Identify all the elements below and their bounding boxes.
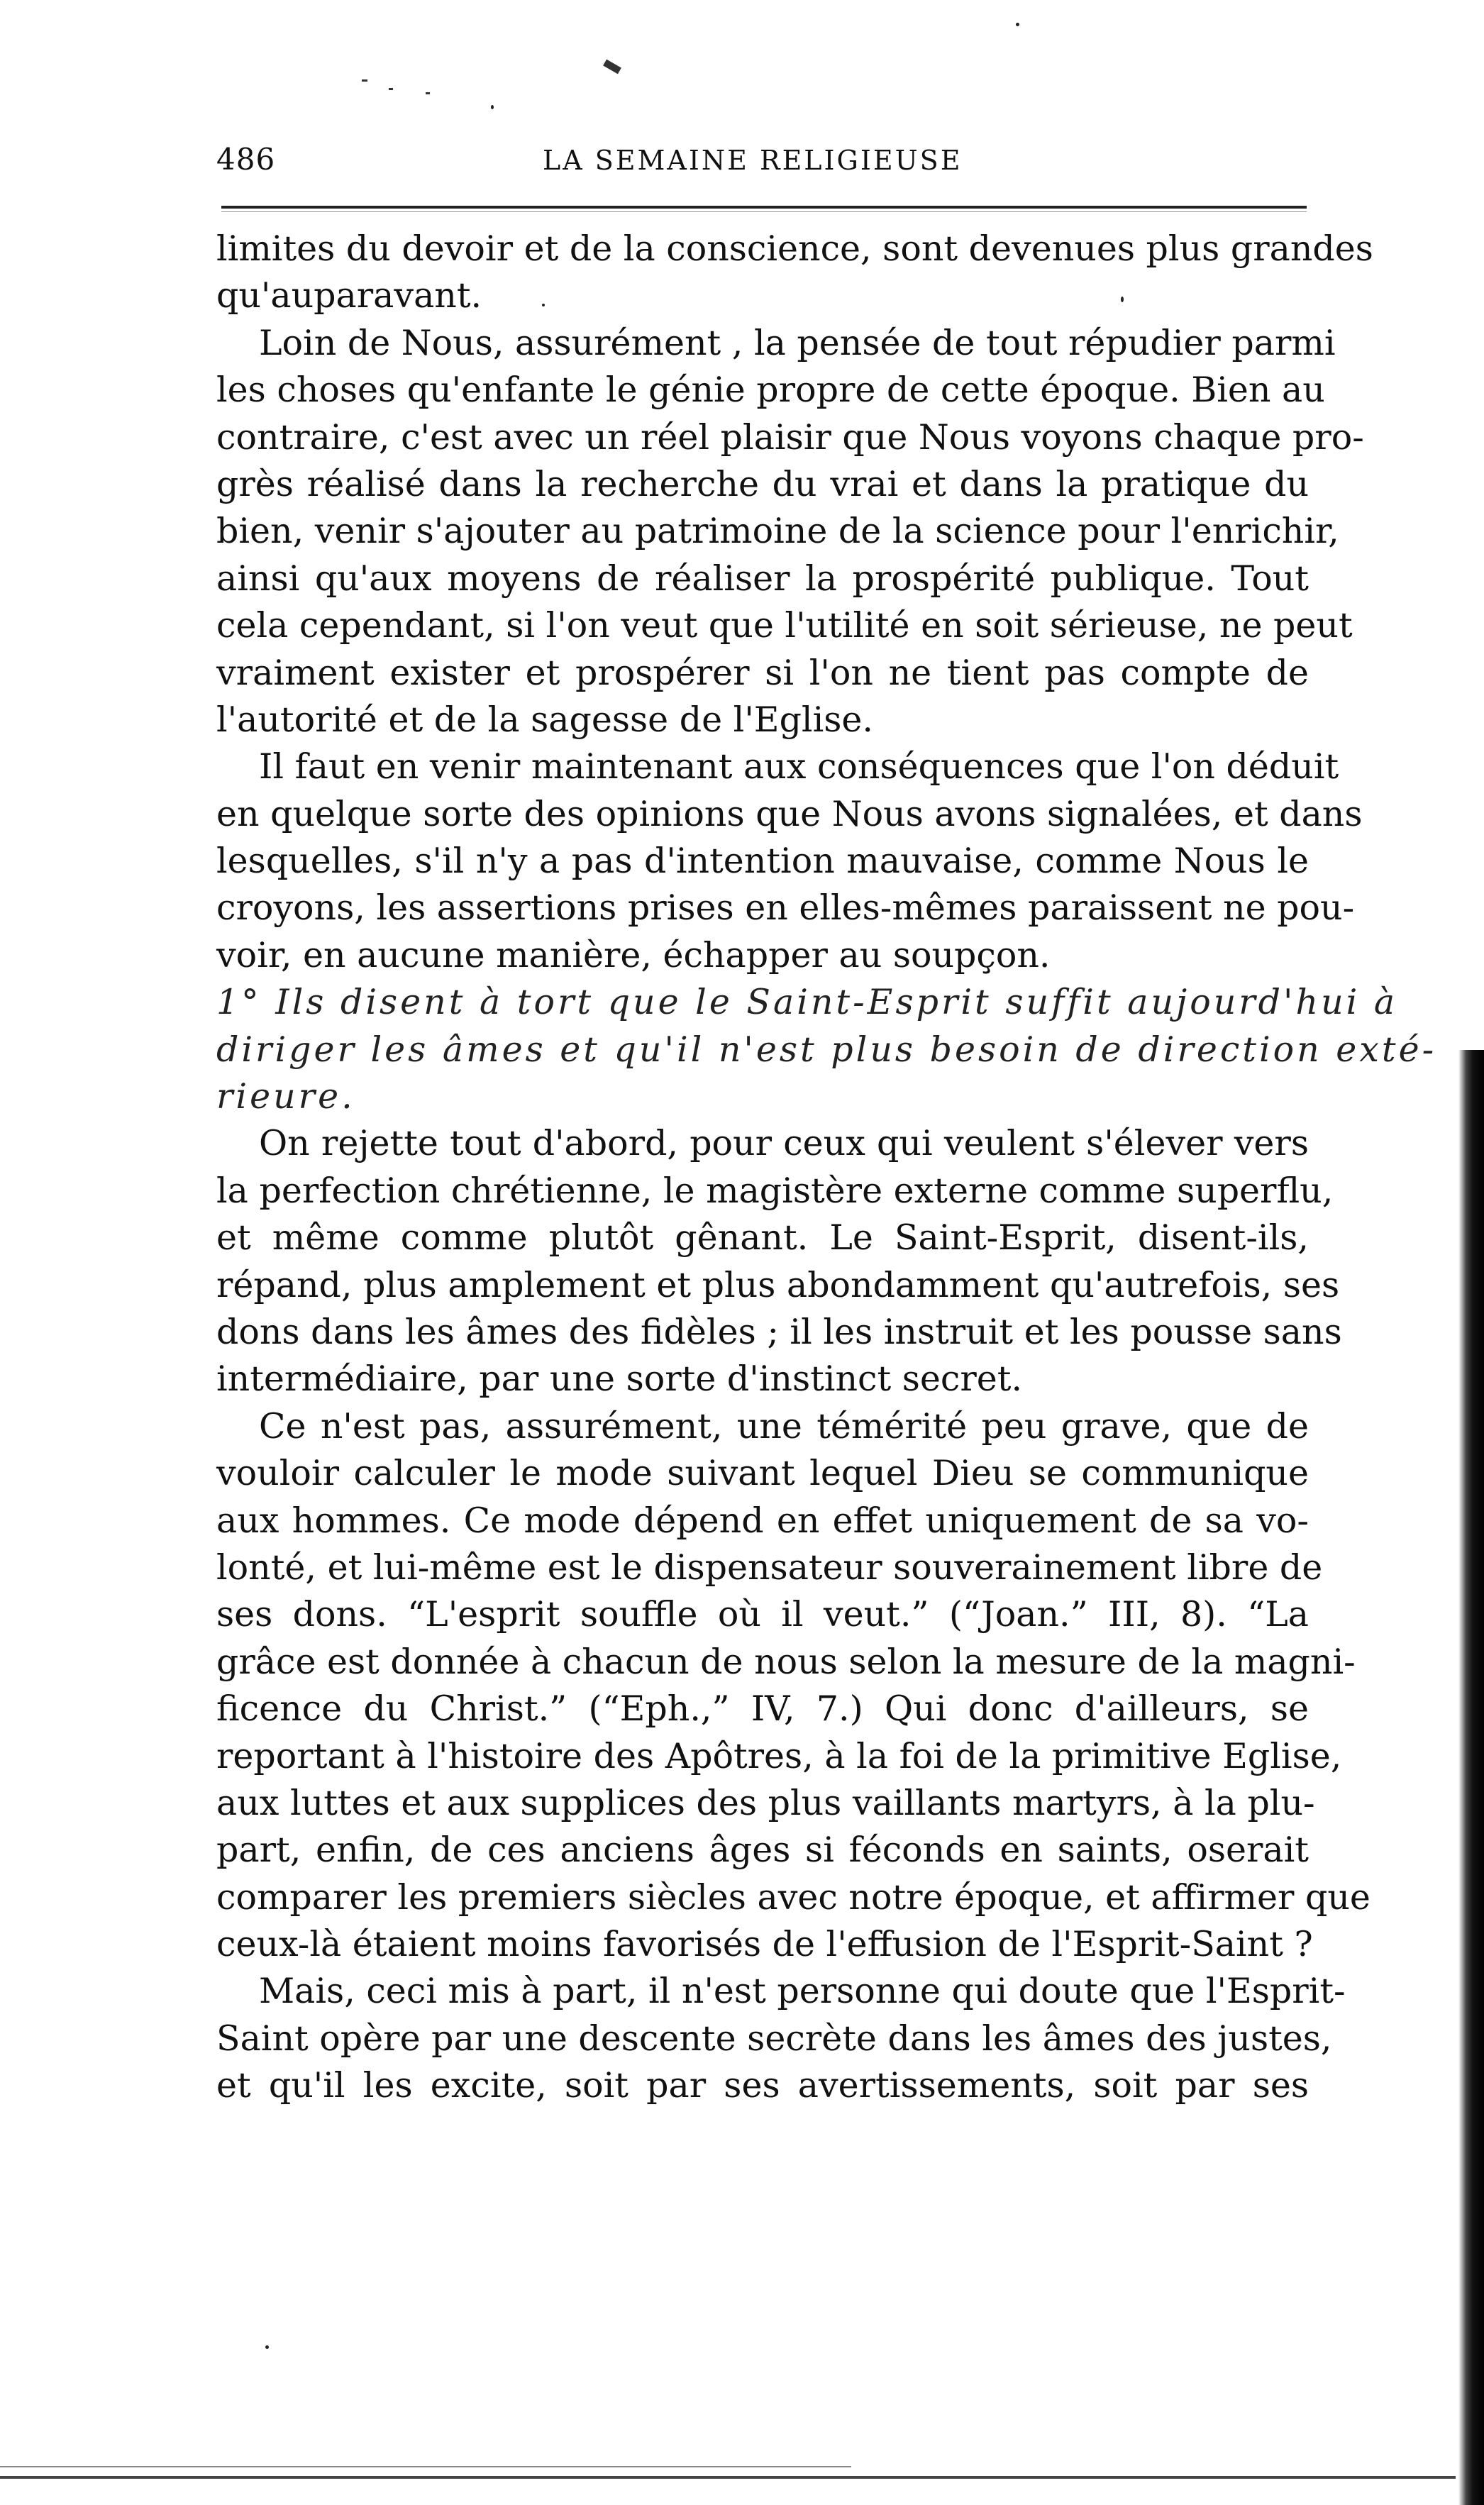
text-line: aux hommes. Ce mode dépend en effet uniquement de sa vo- <box>216 1500 1309 1541</box>
scan-mark <box>603 60 621 74</box>
paragraph <box>216 226 1373 320</box>
text-line: ceux-là étaient moins favorisés de l'effusion de l'Esprit-Saint ? <box>216 1924 1313 1965</box>
scan-bottom-edge <box>0 2476 1456 2479</box>
text-line: répand, plus amplement et plus abondamment qu'autrefois, ses <box>216 1264 1340 1305</box>
text-line: et même comme plutôt gênant. Le Saint-Esprit, disent-ils, <box>216 1217 1309 1259</box>
text-line: Loin de Nous, assurément , la pensée de tout répudier parmi <box>259 322 1336 363</box>
text-line: On rejette tout d'abord, pour ceux qui veulent s'élever vers <box>259 1123 1309 1164</box>
text-line: ses dons. “L'esprit souffle où il veut.” (“Joan.” III, 8). “La <box>216 1594 1309 1635</box>
scan-speck <box>491 105 494 109</box>
text-line: Il faut en venir maintenant aux conséquences que l'on déduit <box>259 746 1339 787</box>
text-line: ficence du Christ.” (“Eph.,” IV, 7.) Qui donc d'ailleurs, se <box>216 1688 1309 1730</box>
text-line: Mais, ceci mis à part, il n'est personne qui doute que l'Esprit- <box>259 1971 1346 2012</box>
text-line: ainsi qu'aux moyens de réaliser la prospérité publique. Tout <box>216 558 1309 599</box>
heading-line: rieure. <box>216 1076 355 1117</box>
text-line: croyons, les assertions prises en elles-mêmes paraissent ne pou- <box>216 887 1355 929</box>
text-line: bien, venir s'ajouter au patrimoine de la science pour l'enrichir, <box>216 511 1339 552</box>
body-text <box>216 226 1437 2110</box>
text-line: dons dans les âmes des fidèles ; il les instruit et les pousse sans <box>216 1311 1342 1352</box>
text-line: part, enfin, de ces anciens âges si féconds en saints, oserait <box>216 1830 1309 1871</box>
text-line: en quelque sorte des opinions que Nous avons signalées, et dans <box>216 793 1363 834</box>
text-line: et qu'il les excite, soit par ses avertissements, soit par ses <box>216 2065 1309 2106</box>
heading-line: 1° Ils disent à tort que le Saint-Esprit suffit aujourd'hui à <box>216 982 1398 1023</box>
text-line: cela cependant, si l'on veut que l'utilité en soit sérieuse, ne peut <box>216 605 1353 646</box>
text-line: comparer les premiers siècles avec notre époque, et affirmer que <box>216 1876 1371 1918</box>
text-line: grâce est donnée à chacun de nous selon la mesure de la magni- <box>216 1641 1356 1682</box>
text-line: l'autorité et de la sagesse de l'Eglise. <box>216 699 873 740</box>
paragraph <box>216 320 1364 744</box>
scan-mark <box>426 92 430 94</box>
text-line: aux luttes et aux supplices des plus vaillants martyrs, à la plu- <box>216 1782 1315 1823</box>
page-edge-shadow <box>1458 1050 1484 2505</box>
text-line: la perfection chrétienne, le magistère externe comme superflu, <box>216 1170 1334 1211</box>
text-line: intermédiaire, par une sorte d'instinct secret. <box>216 1359 1023 1400</box>
section-heading <box>216 979 1437 1120</box>
running-title: LA SEMAINE RELIGIEUSE <box>543 145 963 176</box>
paragraph <box>216 1120 1342 1403</box>
scan-speck <box>265 2345 269 2349</box>
text-line: contraire, c'est avec un réel plaisir que Nous voyons chaque pro- <box>216 416 1364 458</box>
text-line: Ce n'est pas, assurément, une témérité peu grave, que de <box>259 1405 1309 1447</box>
scan-bottom-rule <box>0 2466 851 2467</box>
text-line: grès réalisé dans la recherche du vrai et dans la pratique du <box>216 463 1309 504</box>
text-line: voir, en aucune manière, échapper au soupçon. <box>216 934 1051 975</box>
paragraph <box>216 1968 1346 2109</box>
paragraph <box>216 743 1363 979</box>
header-rule-thin <box>221 211 1307 212</box>
text-line: lonté, et lui-même est le dispensateur souverainement libre de <box>216 1547 1323 1588</box>
page-header <box>216 142 1309 192</box>
header-rule <box>221 206 1307 209</box>
paragraph <box>216 1403 1371 1969</box>
page-number: 486 <box>216 142 276 177</box>
text-line: vraiment exister et prospérer si l'on ne tient pas compte de <box>216 652 1309 693</box>
text-line: Saint opère par une descente secrète dans les âmes des justes, <box>216 2018 1332 2059</box>
text-line: vouloir calculer le mode suivant lequel Dieu se communique <box>216 1453 1309 1494</box>
text-line: lesquelles, s'il n'y a pas d'intention mauvaise, comme Nous le <box>216 841 1309 882</box>
scan-mark <box>362 79 367 82</box>
text-line: qu'auparavant. <box>216 275 482 316</box>
text-line: reportant à l'histoire des Apôtres, à la foi de la primitive Eglise, <box>216 1735 1342 1776</box>
text-line: les choses qu'enfante le génie propre de cette époque. Bien au <box>216 370 1325 411</box>
scan-mark <box>389 88 393 90</box>
heading-line: diriger les âmes et qu'il n'est plus besoin de direction exté- <box>216 1029 1437 1070</box>
text-line: limites du devoir et de la conscience, sont devenues plus grandes <box>216 228 1373 269</box>
scan-speck <box>1016 23 1019 26</box>
